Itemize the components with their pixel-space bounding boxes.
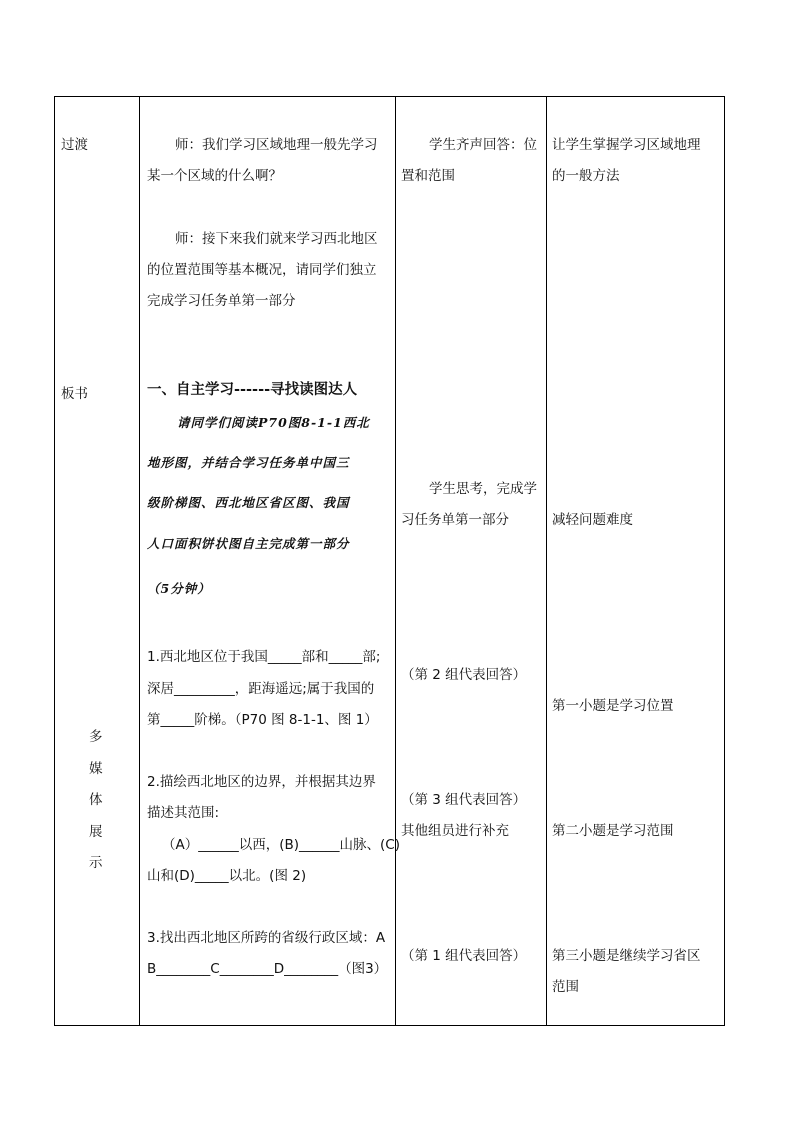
- stage-transition: 过渡: [61, 137, 88, 153]
- section-heading: 一、自主学习------寻找读图达人: [147, 382, 358, 398]
- question-1-cont: 深居_________，距海遥远;属于我国的: [147, 681, 375, 697]
- question-1: 1.西北地区位于我国_____部和_____部;: [147, 649, 381, 665]
- question-2-cont: 描述其范围:: [147, 805, 220, 821]
- design-purpose: 让学生掌握学习区域地理: [552, 137, 701, 153]
- student-thinking: 学生思考，完成学: [429, 481, 537, 497]
- design-purpose-cont: 的一般方法: [552, 168, 620, 184]
- teacher-question-2-cont: 完成学习任务单第一部分: [147, 293, 296, 309]
- stage-blackboard: 板书: [61, 386, 88, 402]
- stage-multimedia-char: 体: [89, 792, 103, 808]
- student-thinking-cont: 习任务单第一部分: [401, 512, 509, 528]
- instruction-line: 人口面积饼状图自主完成第一部分: [147, 536, 350, 551]
- stage-multimedia-char: 媒: [89, 761, 103, 777]
- column-divider-1: [139, 97, 140, 1025]
- teacher-question-2: 师：接下来我们就来学习西北地区: [175, 231, 378, 247]
- instruction-line: 请同学们阅读P70图8-1-1西北: [177, 415, 370, 430]
- stage-multimedia-char: 展: [89, 824, 103, 840]
- question-1-cont: 第_____阶梯。（P70 图 8-1-1、图 1）: [147, 712, 378, 728]
- student-answer: 学生齐声回答：位: [429, 137, 537, 153]
- teacher-question-2-cont: 的位置范围等基本概况，请同学们独立: [147, 262, 377, 278]
- stage-multimedia-char: 多: [89, 729, 103, 745]
- instruction-time: （5分钟）: [147, 581, 211, 596]
- student-answer-cont: 置和范围: [401, 168, 455, 184]
- stage-multimedia-char: 示: [89, 855, 103, 871]
- column-divider-2: [395, 97, 396, 1025]
- column-divider-3: [546, 97, 547, 1025]
- question-2-cont: 山和(D)_____以北。(图 2): [147, 868, 307, 884]
- design-purpose: 第三小题是继续学习省区: [552, 948, 701, 964]
- teacher-question-1-cont: 某一个区域的什么啊？: [147, 168, 282, 184]
- question-2: 2.描绘西北地区的边界，并根据其边界: [147, 774, 376, 790]
- design-purpose: 第一小题是学习位置: [552, 698, 674, 714]
- group-answer: （第 1 组代表回答）: [401, 948, 527, 964]
- question-2-cont: （A）______以西，(B)______山脉、(C): [162, 837, 400, 853]
- design-purpose-cont: 范围: [552, 979, 579, 995]
- group-answer: （第 2 组代表回答）: [401, 667, 527, 683]
- teacher-question-1: 师：我们学习区域地理一般先学习: [175, 137, 378, 153]
- design-purpose: 减轻问题难度: [552, 512, 633, 528]
- design-purpose: 第二小题是学习范围: [552, 823, 674, 839]
- group-supplement: 其他组员进行补充: [401, 823, 509, 839]
- instruction-line: 级阶梯图、西北地区省区图、我国: [147, 495, 350, 510]
- question-3: 3.找出西北地区所跨的省级行政区域：A: [147, 930, 386, 946]
- lesson-plan-table: [54, 96, 725, 1026]
- instruction-line: 地形图，并结合学习任务单中国三: [147, 455, 350, 470]
- group-answer: （第 3 组代表回答）: [401, 792, 527, 808]
- question-3-cont: B________C________D________（图3）: [147, 961, 388, 977]
